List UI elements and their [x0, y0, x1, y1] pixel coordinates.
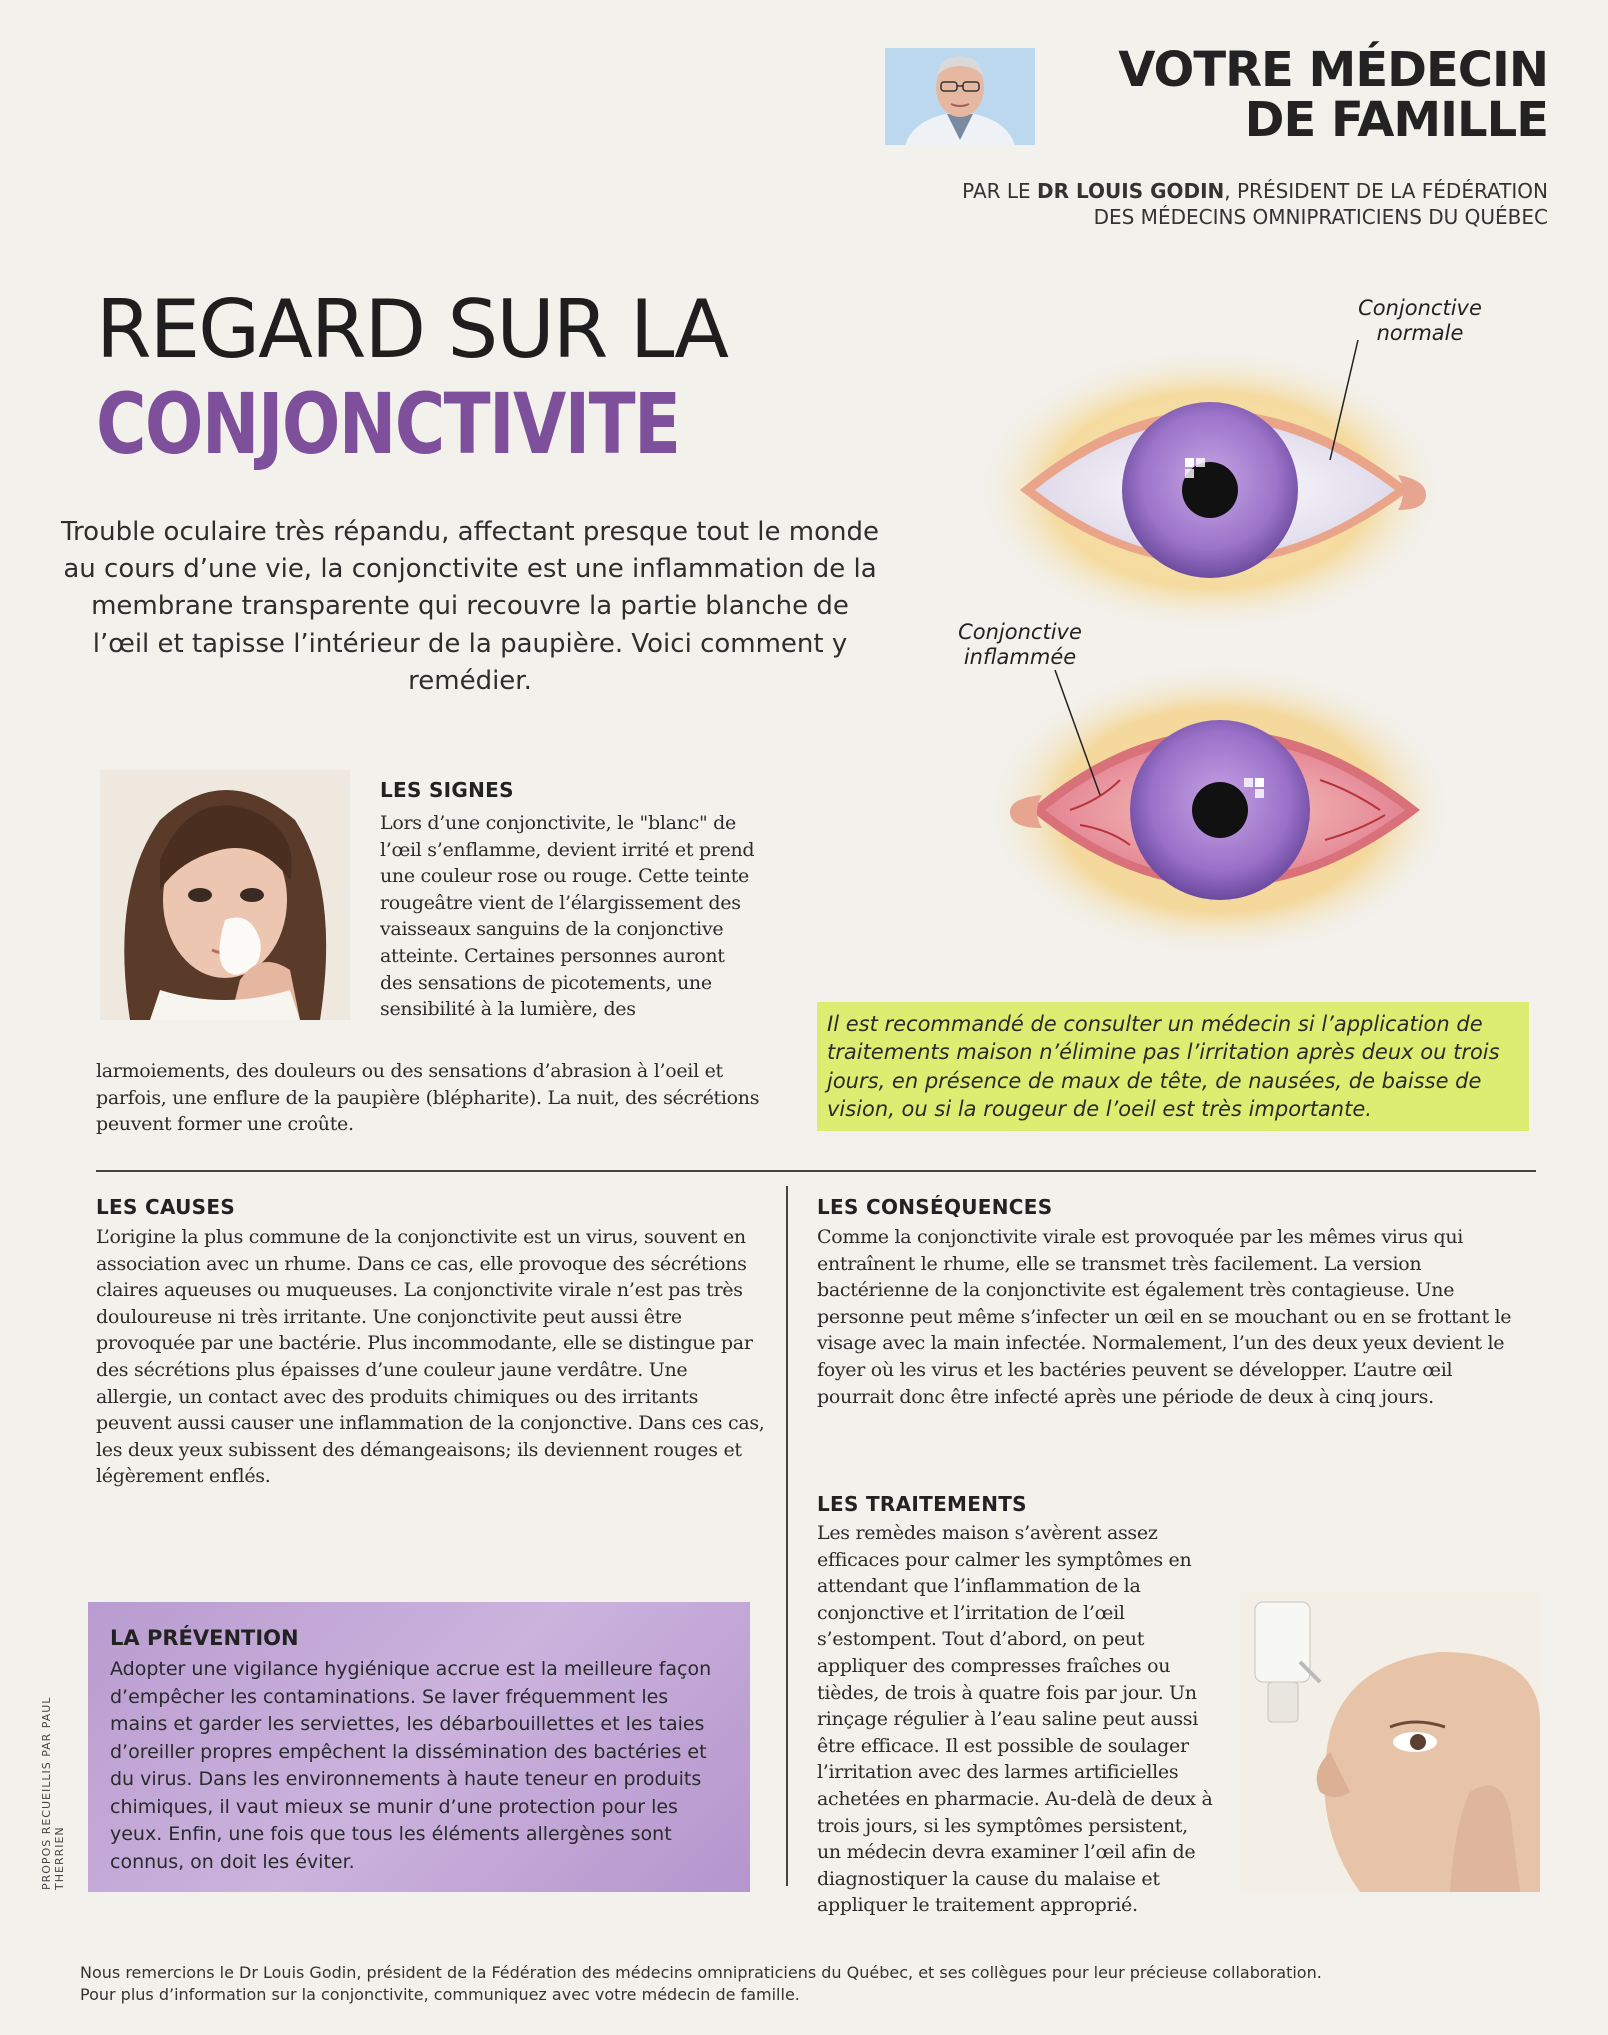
- signes-text-part2: larmoiements, des douleurs ou des sensations d’abrasion à l’oeil et parfois, une enflure de la paupière (blépharite). La nuit, des sécrétions peuvent former une croûte.: [96, 1060, 760, 1136]
- signes-text-part1: Lors d’une conjonctivite, le "blanc" de l’œil s’enflamme, devient irrité et prend une couleur rose ou rouge. Cette teinte rougeâtre vient de l’élargissement des vaisseaux sanguins de la conjonctive atteinte. Certaines personnes auront des sensations de picotements, une sensibilité à la lumière, des: [380, 812, 755, 1021]
- eye-normal-illustration: [980, 340, 1450, 640]
- eyedrop-photo: [1240, 1592, 1540, 1892]
- byline-prefix: PAR LE: [962, 179, 1038, 203]
- girl-photo: [100, 770, 350, 1020]
- prevention-box: [88, 1602, 750, 1892]
- prevention-text: Adopter une vigilance hygiénique accrue est la meilleure façon d’empêcher les contaminations. Se laver fréquemment les mains et garder les serviettes, les débarbouillettes et les taies d’oreiller propres empêchent la dissémination des bactéries et du virus. Dans les environnements à haute teneur en produits chimiques, il vaut mieux se munir d’une protection pour les yeux. Enfin, une fois que tous les éléments allergènes sont connus, on doit les éviter.: [110, 1658, 712, 1873]
- byline-line2: DES MÉDECINS OMNIPRATICIENS DU QUÉBEC: [1093, 205, 1548, 229]
- byline-author-name: DR LOUIS GODIN: [1037, 179, 1225, 203]
- intro-paragraph: Trouble oculaire très répandu, affectant presque tout le monde au cours d’une vie, la conjonctivite est une inflammation de la membrane transparente qui recouvre la partie blanche de l’œil et tapisse l’intérieur de la paupière. Voici comment y remédier.: [61, 517, 879, 696]
- float-spacer-top: [1217, 1520, 1517, 1594]
- signes-heading: LES SIGNES: [380, 778, 514, 802]
- traitements-heading: LES TRAITEMENTS: [817, 1492, 1027, 1516]
- causes-heading: LES CAUSES: [96, 1195, 236, 1219]
- prevention-heading: LA PRÉVENTION: [110, 1626, 299, 1650]
- section-divider-horizontal: [96, 1170, 1536, 1172]
- eye-inflamed-illustration: [980, 650, 1450, 960]
- label-normal-line2: normale: [1376, 321, 1464, 346]
- photo-credit: PROPOS RECUEILLIS PAR PAUL THERRIEN: [40, 1696, 66, 1890]
- label-normal-conjunctiva: [1330, 296, 1510, 346]
- author-portrait: [885, 48, 1035, 145]
- section-divider-vertical: [786, 1186, 788, 1886]
- headline-line2: CONJONCTIVITE: [96, 375, 680, 473]
- label-inflamed-line1: Conjonctive: [958, 620, 1082, 644]
- label-inflamed-line2: inflammée: [963, 645, 1077, 670]
- footer-line2: Pour plus d’information sur la conjonctivite, communiquez avec votre médecin de famille.: [80, 1985, 800, 2005]
- headline-line1: REGARD SUR LA: [96, 283, 727, 376]
- byline-role: , PRÉSIDENT DE LA FÉDÉRATION: [1224, 179, 1548, 203]
- label-normal-line1: Conjonctive: [1358, 296, 1482, 320]
- column-title-line1: VOTRE MÉDECIN: [1118, 42, 1548, 98]
- footer-line1: Nous remercions le Dr Louis Godin, président de la Fédération des médecins omnipraticiens du Québec, et ses collègues pour leur précieuse collaboration.: [80, 1963, 1322, 1982]
- consequences-heading: LES CONSÉQUENCES: [817, 1195, 1053, 1219]
- byline: [820, 178, 1548, 230]
- ghost-background: [150, 0, 181, 85]
- consult-callout: Il est recommandé de consulter un médecin si l’application de traitements maison n’élimine pas l’irritation après deux ou trois jours, en présence de maux de tête, de nausées, de baisse de vision, ou si la rougeur de l’oeil est très importante.: [817, 1002, 1529, 1131]
- column-title-line2: DE FAMILLE: [1244, 91, 1548, 148]
- consequences-text: Comme la conjonctivite virale est provoquée par les mêmes virus qui entraînent le rhume, elle se transmet très facilement. La version bactérienne de la conjonctivite est également très contagieuse. Une personne peut même s’infecter un œil en se mouchant ou en se frottant le visage avec la main infectée. Normalement, l’un des deux yeux devient le foyer où les virus et les bactéries peuvent se développer. L’autre œil pourrait donc être infecté après une période de deux à cinq jours.: [817, 1226, 1512, 1408]
- causes-text: L’origine la plus commune de la conjonctivite est un virus, souvent en association avec un rhume. Dans ce cas, elle provoque des sécrétions claires aqueuses ou muqueuses. La conjonctivite virale n’est pas très douloureuse ni très irritante. Une conjonctivite peut aussi être provoquée par une bactérie. Plus incommodante, elle se distingue par des sécrétions plus épaisses d’une couleur jaune verdâtre. Une allergie, un contact avec des produits chimiques ou des irritants peuvent aussi causer une inflammation de la conjonctive. Dans ces cas, les deux yeux subissent des démangeaisons; ils deviennent rouges et légèrement enflés.: [96, 1226, 765, 1488]
- footer-acknowledgement: [80, 1962, 1540, 2007]
- label-inflamed-conjunctiva: [930, 620, 1110, 670]
- traitements-text: Les remèdes maison s’avèrent assez efficaces pour calmer les symptômes en attendant que l’inflammation de la conjonctive et l’irritation de l’œil s’estompent. Tout d’abord, on peut appliquer des compresses fraîches ou tièdes, de trois à quatre fois par jour. Un rinçage régulier à l’eau saline peut aussi être efficace. Il est possible de soulager l’irritation avec des larmes artificielles achetées en pharmacie. Au-delà de deux à trois jours, si les symptômes persistent, un médecin devra examiner l’œil afin de diagnostiquer la cause du malaise et appliquer le traitement approprié.: [817, 1522, 1213, 1917]
- column-title: [1060, 42, 1548, 148]
